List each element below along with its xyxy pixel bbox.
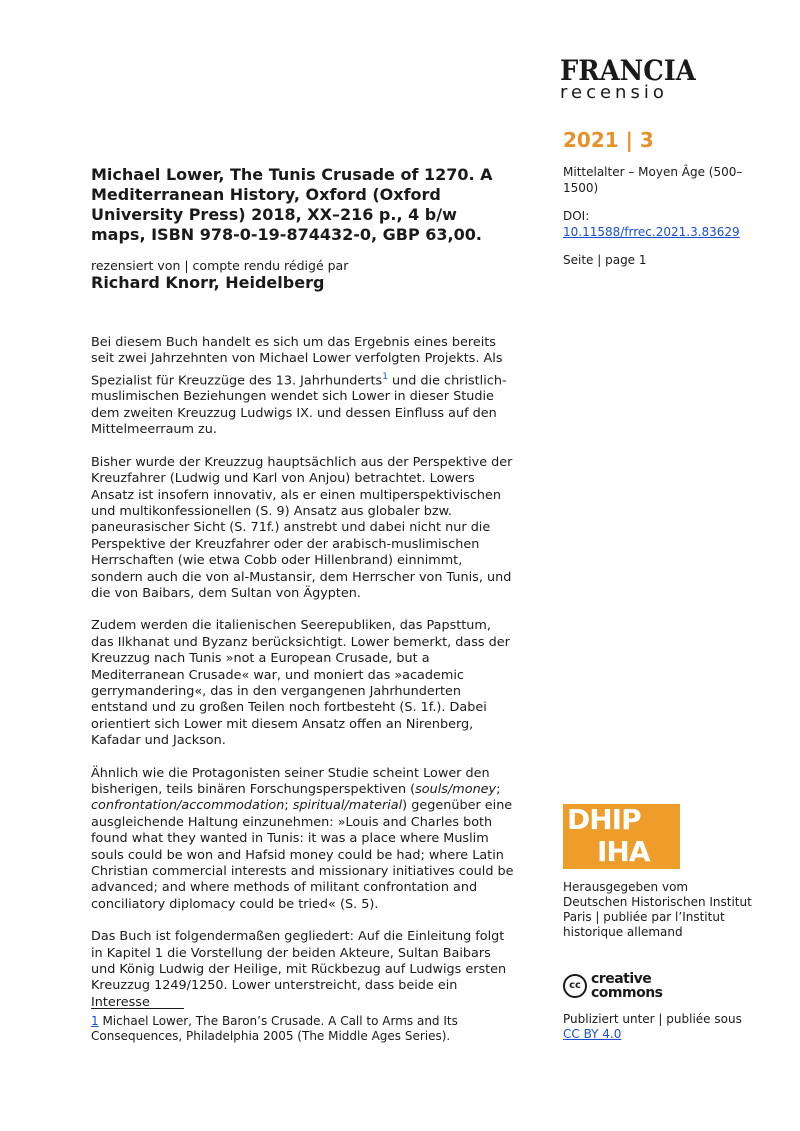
doi-link[interactable]: 10.11588/frrec.2021.3.83629: [563, 225, 740, 239]
paragraph-text: Bei diesem Buch handelt es sich um das Ergebnis eines bereits seit zwei Jahrzehnten von Michael Lower verfolgten Projekts. Als Spezialist für Kreuzzüge des 13. Jahrhunderts: [91, 335, 503, 389]
logo-recensio: recensio: [560, 82, 668, 103]
footnote-number-link[interactable]: 1: [91, 1014, 99, 1028]
paragraph: [91, 335, 516, 439]
footnote-text: Michael Lower, The Baron’s Crusade. A Call to Arms and Its Consequences, Philadelphia 2005 (The Middle Ages Series).: [91, 1014, 458, 1043]
dhip-iha-logo: [563, 804, 680, 869]
review-title: Michael Lower, The Tunis Crusade of 1270. A Mediterranean History, Oxford (Oxford University Press) 2018, XX–216 p., 4 b/w maps, ISBN 978-0-19-874432-0, GBP 63,00.: [91, 165, 493, 244]
logo-francia: FRANCIA: [560, 54, 696, 87]
paragraph-text: Ähnlich wie die Protagonisten seiner Studie scheint Lower den bisherigen, teils binären Forschungsperspektiven (: [91, 765, 490, 798]
doi-label: DOI:: [563, 209, 590, 223]
paragraph-text: ) gegenüber eine ausgleichende Haltung einzunehmen: »Louis and Charles both found what they wanted in Tunis: it was a place where Muslim souls could be won and Hafsid money could be had; where Latin Christian commercial interests and missionary initiatives could be advanced; and where methods of militant confrontation and conciliatory diplomacy could be tried« (S. 5).: [91, 798, 514, 912]
italic-term: spiritual/material: [292, 798, 403, 814]
license-label: Publiziert unter | publiée sous: [563, 1012, 742, 1026]
license-link[interactable]: CC BY 4.0: [563, 1027, 622, 1041]
separator: ;: [284, 798, 293, 814]
italic-term: souls/money: [415, 782, 497, 798]
paragraph: Bisher wurde der Kreuzzug hauptsächlich aus der Perspektive der Kreuzfahrer (Ludwig und Karl von Anjou) betrachtet. Lowers Ansatz ist insofern innovativ, als er einen multiperspektivischen und multikonfessionellen (S. 9) Ansatz aus globaler bzw. paneurasischer Sicht (S. 71f.) anstrebt und dabei nicht nur die Perspektive der Kreuzfahrer oder der arabisch-muslimischen Herrschaften (wie etwa Cobb oder Hillenbrand) einnimmt, sondern auch die von al-Mustansir, dem Herrscher von Tunis, und die von Baibars, dem Sultan von Ägypten.: [91, 454, 513, 601]
paragraph: Zudem werden die italienischen Seerepubliken, das Papsttum, das Ilkhanat und Byzanz berücksichtigt. Lower bemerkt, dass der Kreuzzug nach Tunis »not a European Crusade, but a Mediterranean Crusade« war, und moniert das »academic gerrymandering«, das in den vergangenen Jahrhunderten entstand und zu großen Teilen noch fortbesteht (S. 1f.). Dabei orientiert sich Lower mit diesem Ansatz offen an Nirenberg, Kafadar und Jackson.: [91, 618, 510, 749]
dhip-logo-line1: DHIP: [567, 803, 641, 836]
reviewer-name: Richard Knorr, Heidelberg: [91, 273, 325, 292]
separator: ;: [496, 782, 501, 798]
issue-number: 2021 | 3: [563, 128, 654, 152]
review-body: [91, 335, 516, 1027]
francia-recensio-logo: [560, 56, 720, 102]
creative-commons-logo: [563, 972, 693, 1002]
reviewed-by-label: rezensiert von | compte rendu rédigé par: [91, 258, 349, 273]
publisher-note: Herausgegeben vom Deutschen Historischen Institut Paris | publiée par l’Institut historique allemand: [563, 880, 752, 939]
paragraph: Das Buch ist folgendermaßen gegliedert: Auf die Einleitung folgt in Kapitel 1 die Vorstellung der beiden Akteure, Sultan Baibars und König Ludwig der Heilige, mit Rückbezug auf Ludwigs ersten Kreuzzug 1249/1250. Lower unterstreicht, dass beide ein Interesse: [91, 929, 507, 1010]
cc-wordmark: creative commons: [591, 971, 663, 1001]
doi-block: [563, 208, 753, 240]
paragraph-text: und die christlich-muslimischen Beziehungen wendet sich Lower in dieser Studie dem zweiten Kreuzzug Ludwigs IX. und dessen Einfluss auf den Mittelmeerraum zu.: [91, 373, 507, 438]
page-number: Seite | page 1: [563, 253, 647, 267]
paragraph: [91, 766, 516, 914]
footnote-divider: [91, 1008, 184, 1009]
cc-icon: cc: [563, 974, 587, 998]
footnote: [91, 1014, 511, 1044]
italic-term: confrontation/accommodation: [91, 798, 285, 814]
license-block: [563, 1012, 753, 1042]
footnote-ref[interactable]: 1: [382, 371, 388, 382]
period-label: Mittelalter – Moyen Âge (500–1500): [563, 165, 743, 195]
dhip-logo-line2: IHA: [597, 835, 650, 868]
